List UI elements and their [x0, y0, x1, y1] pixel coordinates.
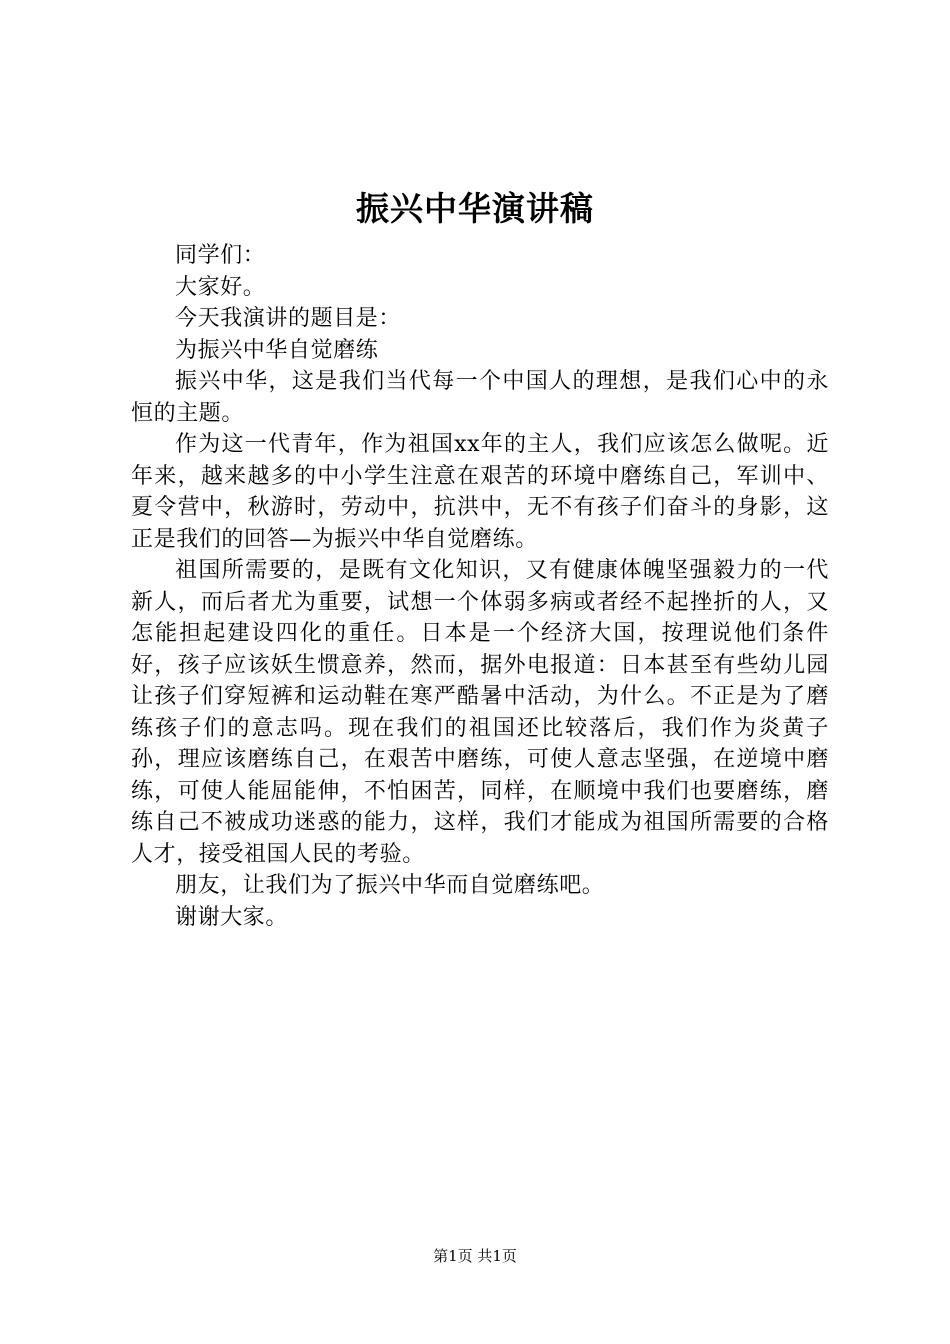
paragraph-topic-intro: 今天我演讲的题目是： [175, 306, 402, 331]
paragraph-body: 作为这一代青年，作为祖国xx年的主人，我们应该怎么做呢。近年来，越来越多的中小学生注意在艰苦的环境中磨练自己，军训中、夏令营中，秋游时，劳动中，抗洪中，无不有孩子们奋斗的身影，这正是我们的回答—为振兴中华自觉磨练。 [131, 432, 829, 552]
paragraph-hello: 大家好。 [175, 274, 266, 300]
paragraph-topic: 为振兴中华自觉磨练 [175, 337, 379, 363]
paragraph-body: 祖国所需要的，是既有文化知识，又有健康体魄坚强毅力的一代新人，而后者尤为重要，试想一个体弱多病或者经不起挫折的人，又怎能担起建设四化的重任。日本是一个经济大国，按理说他们条件好，孩子应该妖生惯意养，然而，据外电报道：日本甚至有些幼儿园让孩子们穿短裤和运动鞋在寒严酷暑中活动，为什么。不正是为了磨练孩子们的意志吗。现在我们的祖国还比较落后，我们作为炎黄子孙，理应该磨练自己，在艰苦中磨练，可使人意志坚强，在逆境中磨练，可使人能屈能伸，不怕困苦，同样，在顺境中我们也要磨练，磨练自己不被成功迷惑的能力，这样，我们才能成为祖国所需要的合格人才，接受祖国人民的考验。 [131, 558, 829, 867]
paragraph-body: 振兴中华，这是我们当代每一个中国人的理想，是我们心中的永恒的主题。 [131, 369, 829, 426]
paragraph-thanks: 谢谢大家。 [175, 904, 289, 930]
document-title: 振兴中华演讲稿 [356, 189, 594, 228]
paragraph-closing: 朋友，让我们为了振兴中华而自觉磨练吧。 [175, 873, 605, 898]
paragraph-greeting: 同学们： [175, 243, 266, 268]
page-footer: 第1页 共1页 [433, 1247, 517, 1265]
document-body [131, 240, 829, 933]
